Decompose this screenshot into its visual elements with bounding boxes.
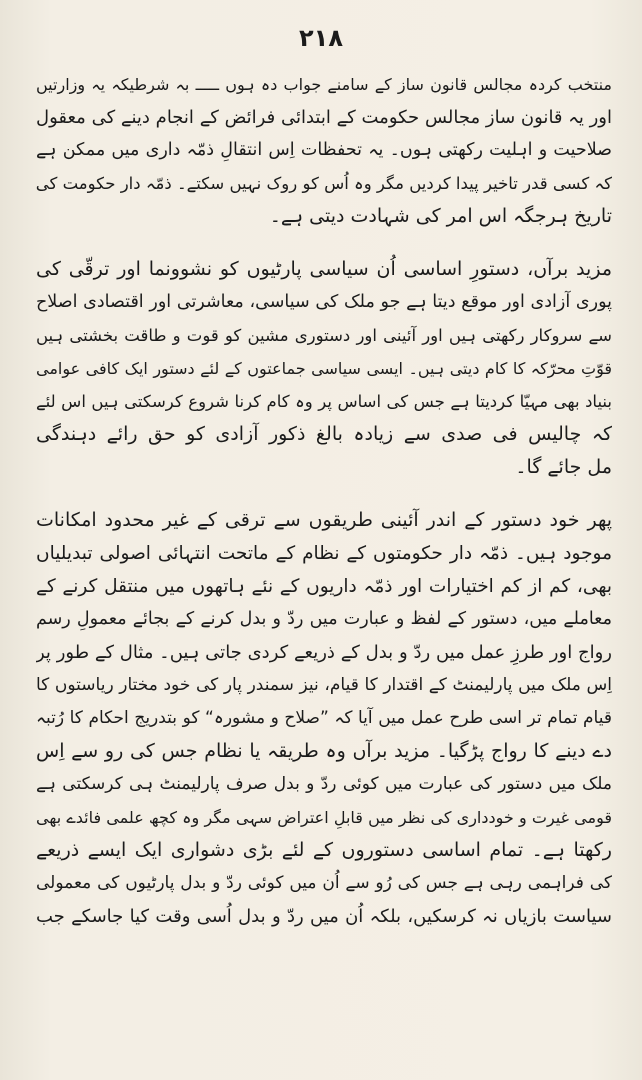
text-line: موجود ہیں۔ ذمّہ دار حکومتوں کے نظام کے ماتحت انتہائی اصولی تبدیلیاں (36, 543, 612, 564)
text-line: مل جائے گا۔ (515, 456, 612, 478)
text-line: پھر خود دستور کے اندر آئینی طریقوں سے ترقی کے غیر محدود امکانات (36, 509, 612, 531)
paragraph-2 (36, 253, 612, 484)
body-text (36, 68, 612, 933)
text-line: ملک میں دستور کی عبارت میں کوئی ردّ و بدل صرف پارلیمنٹ ہی کرسکتی ہے (36, 774, 612, 794)
text-line: تاریخ ہرجگہ اس امر کی شہادت دیتی ہے۔ (269, 205, 612, 227)
text-line: رواج اور طرزِ عمل میں ردّ و بدل کے ذریعے کردی جاتی ہیں۔ مثال کے طور پر (36, 642, 612, 663)
text-line: کہ چالیس فی صدی سے زیادہ بالغ ذکور آزادی کو حق رائے دہندگی (36, 423, 612, 445)
paragraph-3 (36, 504, 612, 933)
text-line: قیام تمام تر اسی طرح عمل میں آیا کہ ”صلاح و مشورہ“ کو بتدریج احکام کا رُتبہ (36, 708, 612, 728)
text-line: بھی، کم از کم اختیارات اور ذمّہ داریوں کے نئے ہاتھوں میں منتقل کرنے کے (36, 576, 612, 597)
paragraph-1 (36, 68, 612, 233)
text-line: سے سروکار رکھتی ہیں اور آئینی اور دستوری مشین کو قوت و طاقت بخشتی ہیں (36, 326, 612, 345)
text-line: معاملے میں، دستور کے لفظ و عبارت میں ردّ و بدل کرنے کے بجائے معمولِ رسم (36, 609, 612, 629)
text-line: سیاست بازیاں نہ کرسکیں، بلکہ اُن میں ردّ و بدل اُسی وقت کیا جاسکے جب (36, 906, 612, 927)
text-line: پوری آزادی اور موقع دیتا ہے جو ملک کی سیاسی، معاشرتی اور اقتصادی اصلاح (36, 292, 612, 312)
paragraph-gap (36, 233, 612, 253)
text-line: رکھتا ہے۔ تمام اساسی دستوروں کے لئے بڑی دشواری ایک ایسے ذریعے (36, 839, 612, 861)
page-number: ۲۱۸ (299, 24, 343, 52)
text-line: دے دینے کا رواج پڑگیا۔ مزید برآں وہ طریقہ یا نظام جس کی رو سے اِس (36, 740, 612, 762)
text-line: بنیاد بھی مہیّا کردیتا ہے جس کی اساس پر وہ کام کرنا شروع کرسکتی ہیں اس لئے (36, 392, 612, 411)
text-line: کی فراہمی رہی ہے جس کی رُو سے اُن میں کوئی ردّ و بدل پارٹیوں کی معمولی (36, 873, 612, 893)
text-line: صلاحیت و اہلیت رکھتی ہوں۔ یہ تحفظات اِس انتقالِ ذمّہ داری میں ممکن ہے (36, 140, 612, 160)
text-line: منتخب کردہ مجالس قانون ساز کے سامنے جواب دہ ہوں ـــــ بہ شرطیکہ یہ وزارتیں (36, 75, 612, 94)
text-line: قومی غیرت و خودداری کی نظر میں قابلِ اعتراض سہی مگر وہ کچھ علمی فائدے بھی (36, 808, 612, 827)
text-line: اِس ملک میں پارلیمنٹ کے اقتدار کا قیام، نیز سمندر پار کی خود مختار ریاستوں کا (36, 675, 612, 695)
text-line: مزید برآں، دستورِ اساسی اُن سیاسی پارٹیوں کو نشوونما اور ترقّی کی (36, 258, 612, 280)
paragraph-gap (36, 484, 612, 504)
text-line: قوّتِ محرّکہ کا کام دیتی ہیں۔ ایسی سیاسی جماعتوں کے لئے دستور ایک کافی عوامی (36, 359, 612, 378)
text-line: کہ کسی قدر تاخیر پیدا کردیں مگر وہ اُس کو روک نہیں سکتے۔ ذمّہ دار حکومت کی (36, 174, 612, 193)
text-line: اور یہ قانون ساز مجالس حکومت کے ابتدائی فرائض کے انجام دینے کی معقول (36, 107, 612, 128)
